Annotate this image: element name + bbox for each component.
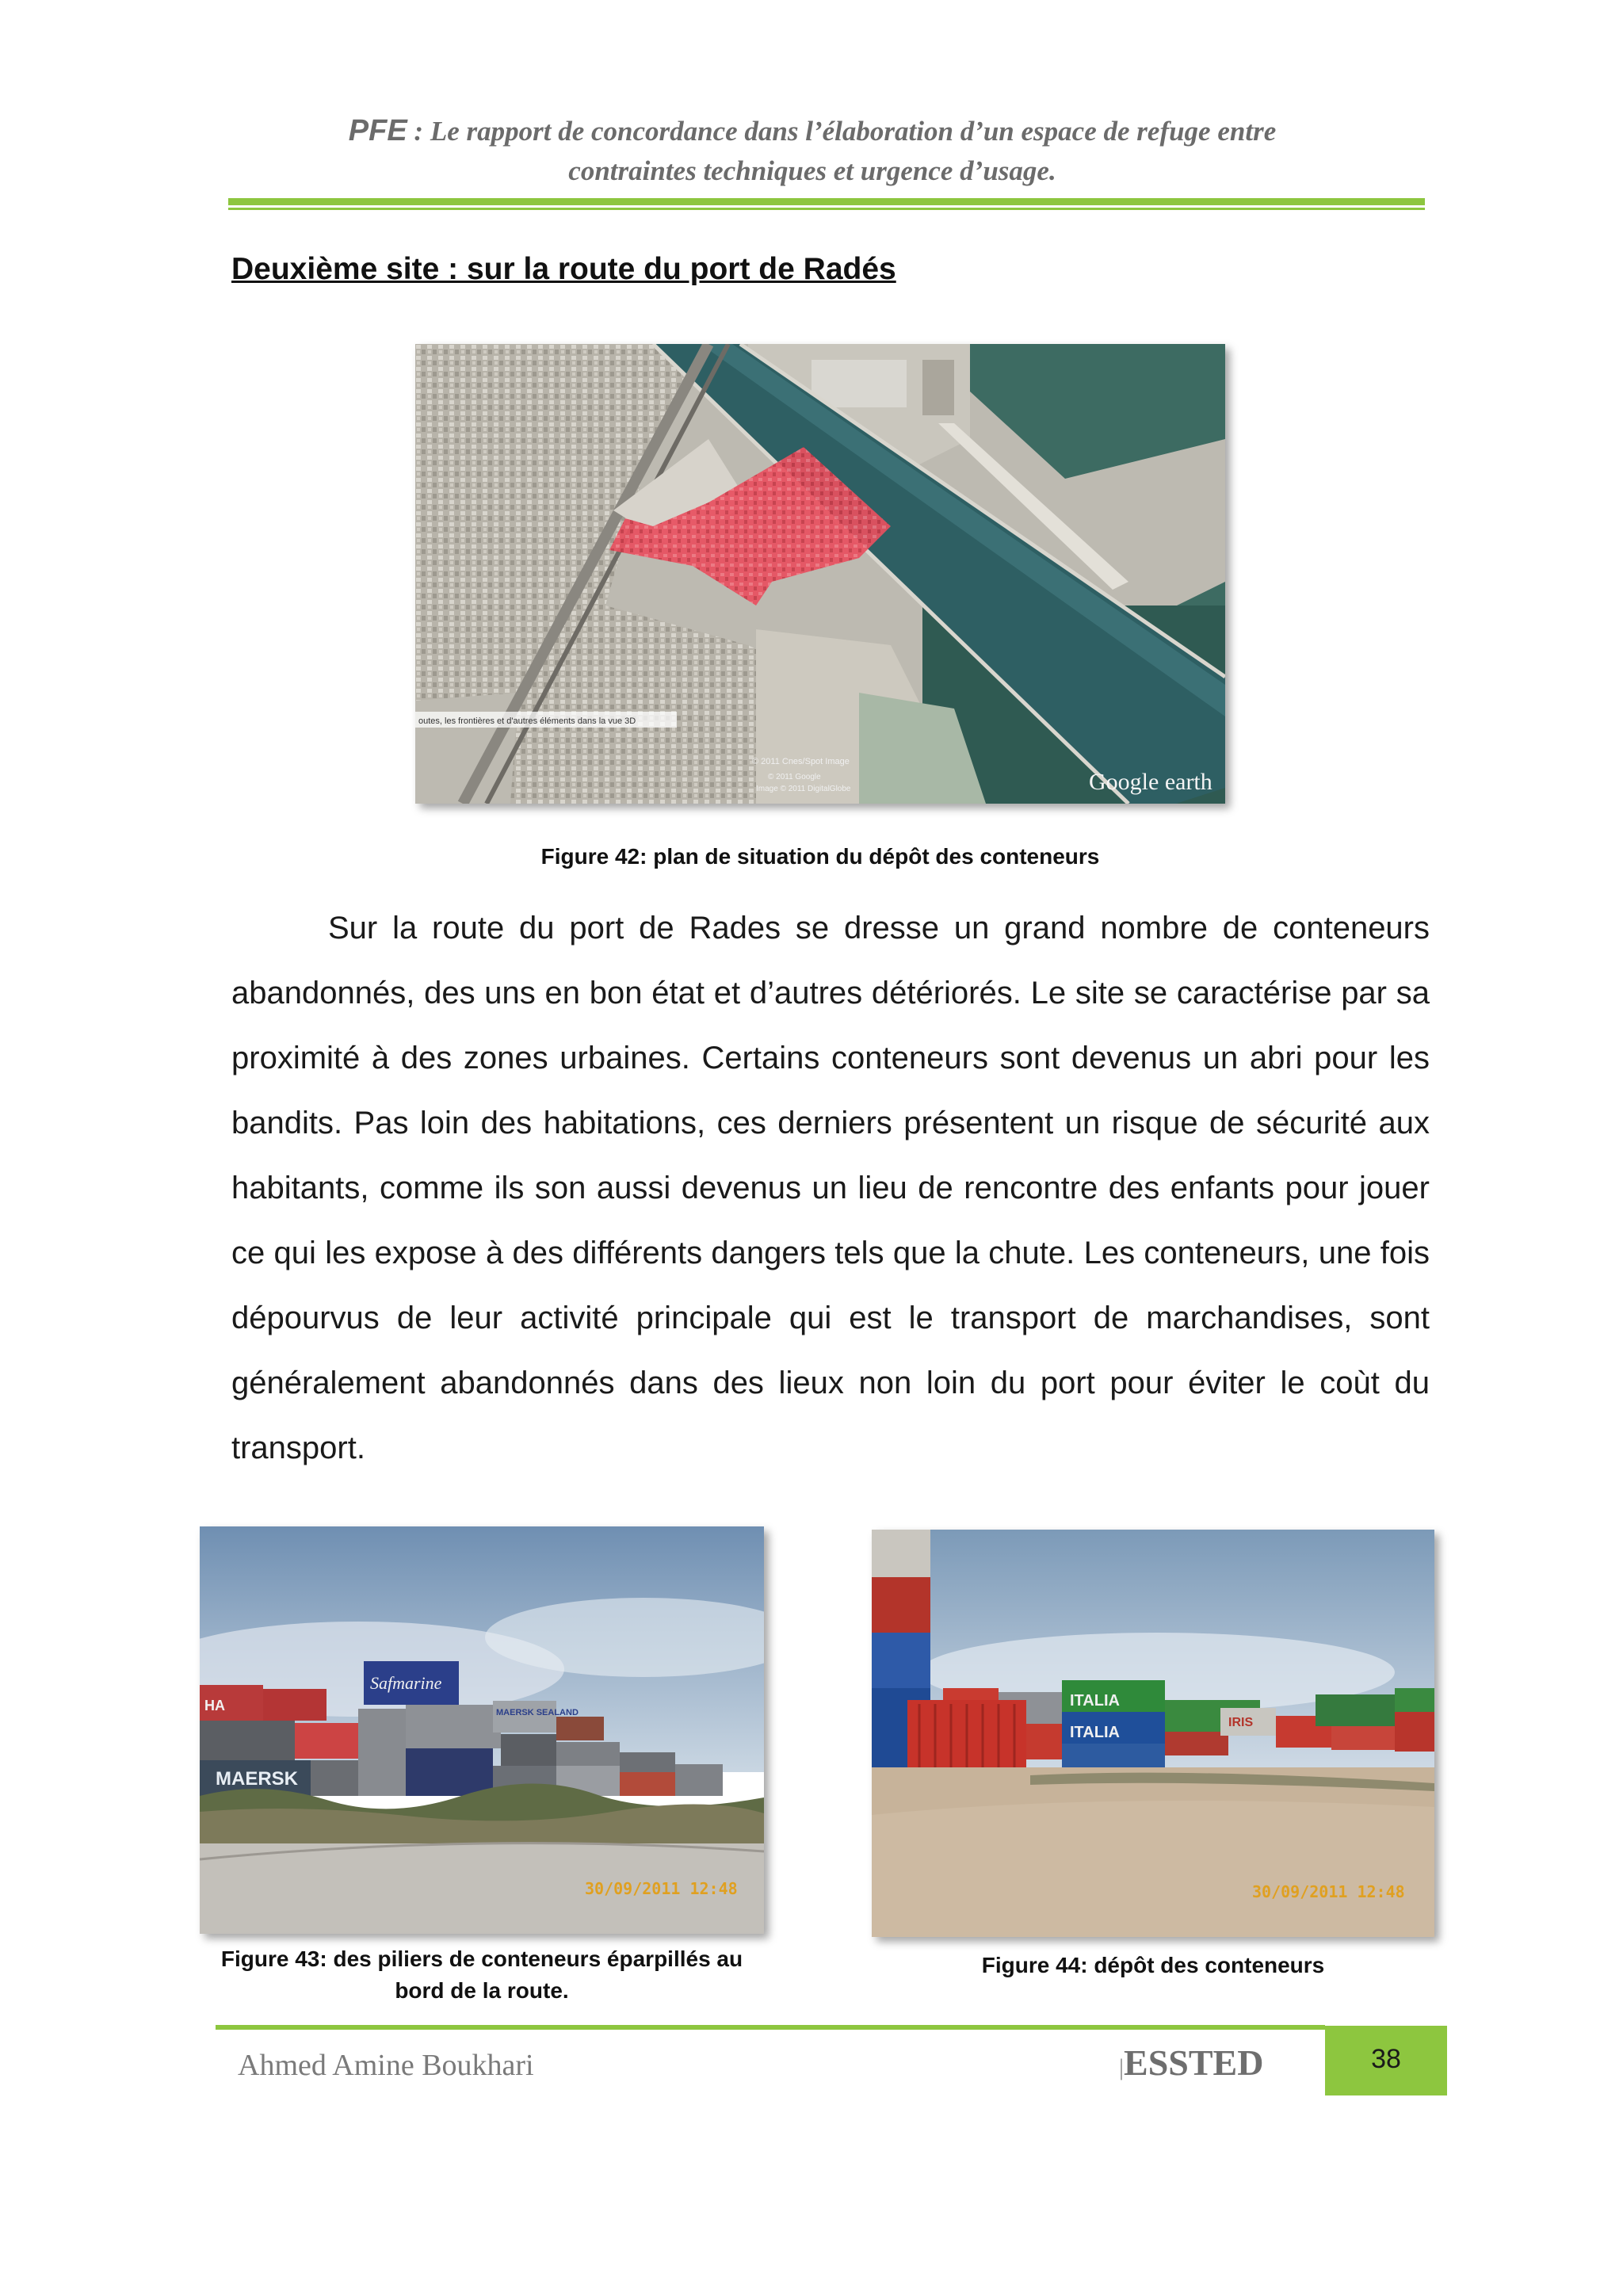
photo2-label-iris: IRIS — [1228, 1716, 1254, 1729]
site-plan-satellite-image — [415, 344, 1225, 804]
photo1-label-safmarine: Safmarine — [370, 1673, 442, 1693]
photo2-timestamp: 30/09/2011 12:48 — [1252, 1882, 1405, 1901]
footer-author: Ahmed Amine Boukhari — [238, 2049, 534, 2082]
footer-school-name: ESSTED — [1124, 2042, 1264, 2083]
figure-43-caption-line-2: bord de la route. — [395, 1978, 569, 2003]
google-earth-logo: Google earth — [1089, 769, 1212, 795]
map-copyright-1: © 2011 Cnes/Spot Image — [752, 757, 850, 766]
header-line-1 — [230, 111, 1395, 151]
header-rule — [228, 198, 1425, 205]
photo1-timestamp: 30/09/2011 12:48 — [585, 1879, 738, 1898]
footer-rule — [216, 2025, 1325, 2030]
header-title-part-1: : Le rapport de concordance dans l’élaboration d’un espace de refuge entre — [407, 116, 1277, 147]
photo-container-pillars-graphic — [200, 1526, 764, 1934]
figure-42-caption: Figure 42: plan de situation du dépôt des conteneurs — [540, 844, 1100, 869]
map-copyright-2: © 2011 Google — [768, 773, 821, 781]
header-rule-thin — [228, 208, 1425, 210]
body-paragraph: Sur la route du port de Rades se dresse un grand nombre de conteneurs abandonnés, des uns en bon état et d’autres détériorés. Le site se caractérise par sa proximité à des zones urbaines. Certains conteneurs sont devenus un abri pour les bandits. Pas loin des habitations, ces derniers présentent un risque de sécurité aux habitants, comme ils son aussi devenus un lieu de rencontre des enfants pour jouer ce qui les expose à des différents dangers tels que la chute. Les conteneurs, une fois dépourvus de leur activité principale qui est le transport de marchandises, sont généralement abandonnés dans des lieux non loin du port pour éviter le coùt du transport. — [231, 911, 1430, 1465]
photo1-label-maersk-sealand: MAERSK SEALAND — [496, 1708, 579, 1717]
photo1-label-maersk: MAERSK — [216, 1768, 299, 1790]
figure-43-caption — [200, 1943, 764, 2007]
photo2-label-italia-1: ITALIA — [1070, 1692, 1120, 1710]
footer-school — [1119, 2042, 1263, 2084]
photo-container-depot — [872, 1530, 1434, 1937]
photo-container-depot-graphic — [872, 1530, 1434, 1937]
photo2-label-italia-2: ITALIA — [1070, 1724, 1120, 1741]
header-title-part-2: contraintes techniques et urgence d’usage. — [568, 155, 1056, 186]
satellite-map-graphic — [415, 344, 1225, 804]
section-title: Deuxième site : sur la route du port de Radés — [231, 252, 896, 286]
footer-separator: | — [1119, 2054, 1125, 2080]
header-pfe: PFE — [348, 114, 407, 147]
figure-43-caption-line-1: Figure 43: des piliers de conteneurs éparpillés au — [220, 1946, 743, 1971]
figure-44-caption: Figure 44: dépôt des conteneurs — [981, 1953, 1325, 1977]
page-header — [230, 111, 1395, 191]
photo1-label-ha: HA — [204, 1698, 225, 1713]
photo-container-pillars — [200, 1526, 764, 1934]
page-number: 38 — [1325, 2026, 1447, 2095]
map-attribution: outes, les frontières et d'autres éléments dans la vue 3D — [418, 716, 636, 726]
map-copyright-3: Image © 2011 DigitalGlobe — [756, 785, 851, 793]
